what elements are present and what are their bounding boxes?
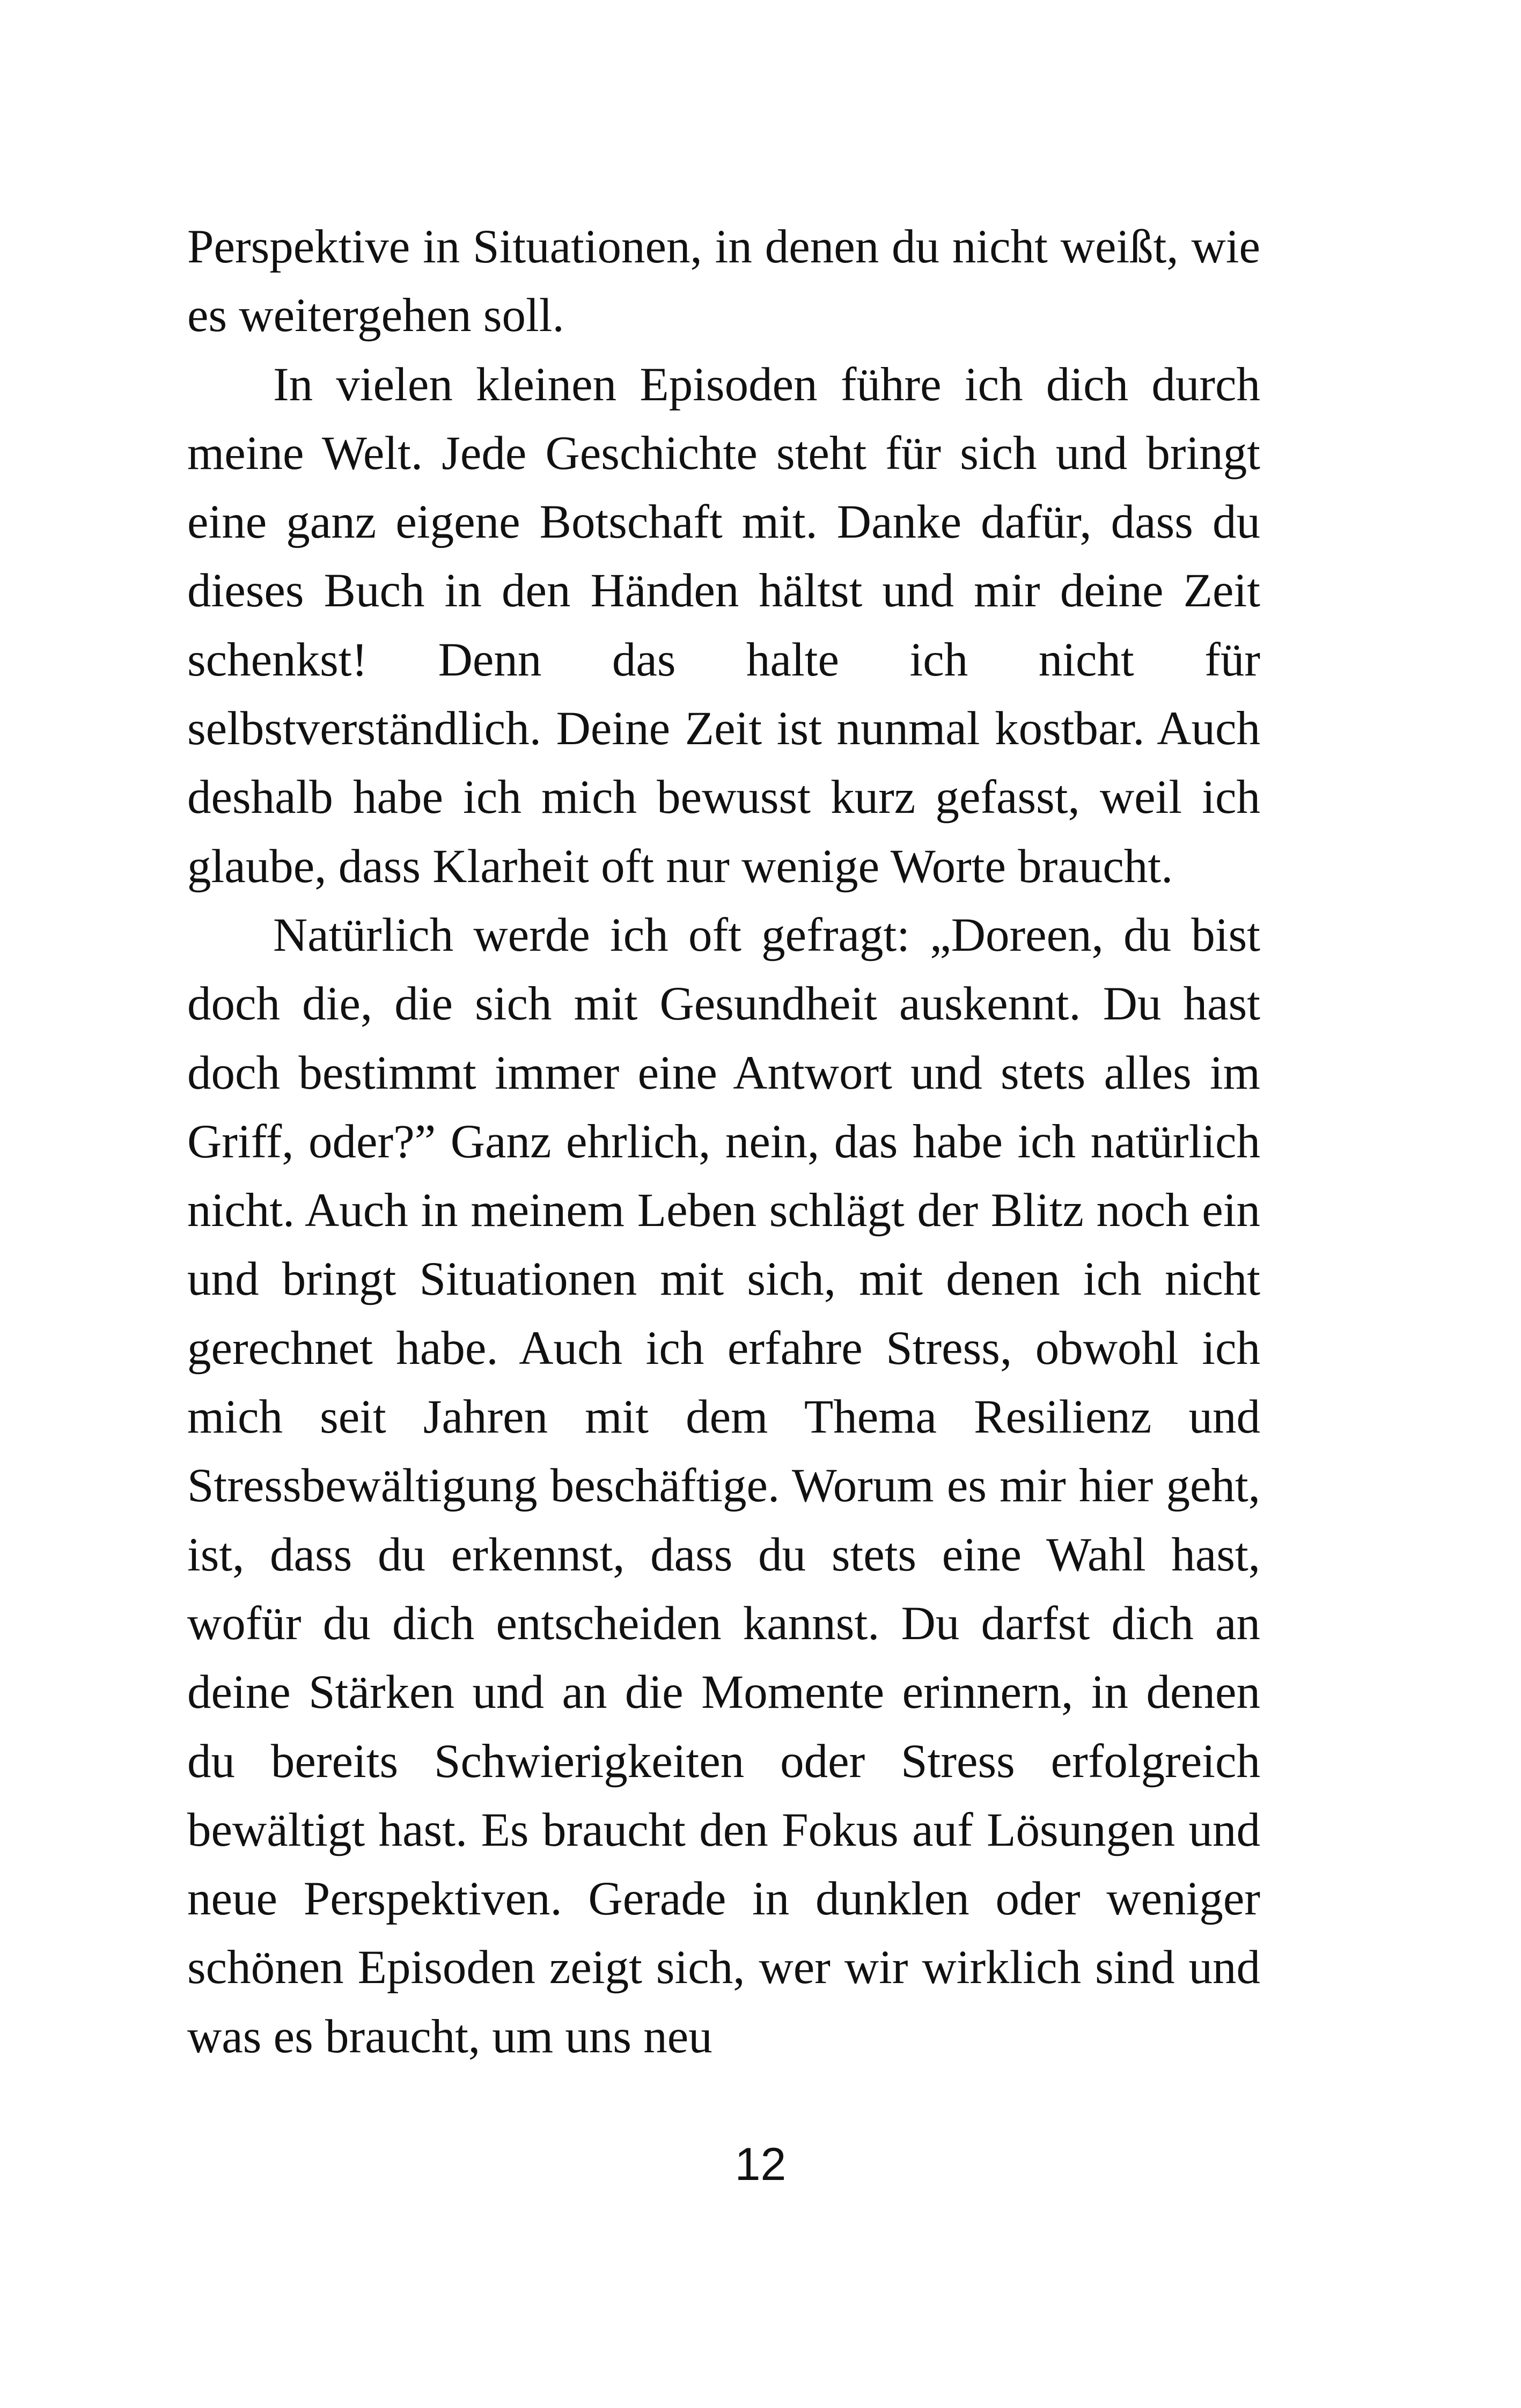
- paragraph-question: Natürlich werde ich oft gefragt: „Doreen, du bist doch die, die sich mit Gesundheit auskennt. Du hast doch bestimmt immer eine Antwort und stets alles im Griff, oder?” Ganz ehrlich, nein, das habe ich natürlich nicht. Auch in meinem Leben schlägt der Blitz noch ein und bringt Situationen mit sich, mit denen ich nicht gerechnet habe. Auch ich erfahre Stress, obwohl ich mich seit Jahren mit dem Thema Resilienz und Stressbewältigung beschäftige. Worum es mir hier geht, ist, dass du erkennst, dass du stets eine Wahl hast, wofür du dich entscheiden kannst. Du darfst dich an deine Stärken und an die Momente erinnern, in denen du bereits Schwierigkeiten oder Stress erfolgreich bewältigt hast. Es braucht den Fokus auf Lösungen und neue Perspektiven. Gerade in dunklen oder weniger schönen Episoden zeigt sich, wer wir wirklich sind und was es braucht, um uns neu: [187, 908, 1260, 2063]
- page-number: 12: [734, 2139, 787, 2190]
- paragraph-continuation: Perspektive in Situationen, in denen du nicht weißt, wie es weitergehen soll.: [187, 221, 1260, 342]
- paragraph-episodes: In vielen kleinen Episoden führe ich dich durch meine Welt. Jede Geschichte steht für sich und bringt eine ganz eigene Botschaft mit. Danke dafür, dass du dieses Buch in den Händen hältst und mir deine Zeit schenkst! Denn das halte ich nicht für selbstverständlich. Deine Zeit ist nunmal kostbar. Auch deshalb habe ich mich bewusst kurz gefasst, weil ich glaube, dass Klarheit oft nur wenige Worte braucht.: [187, 358, 1260, 893]
- body-text: [187, 212, 1260, 2071]
